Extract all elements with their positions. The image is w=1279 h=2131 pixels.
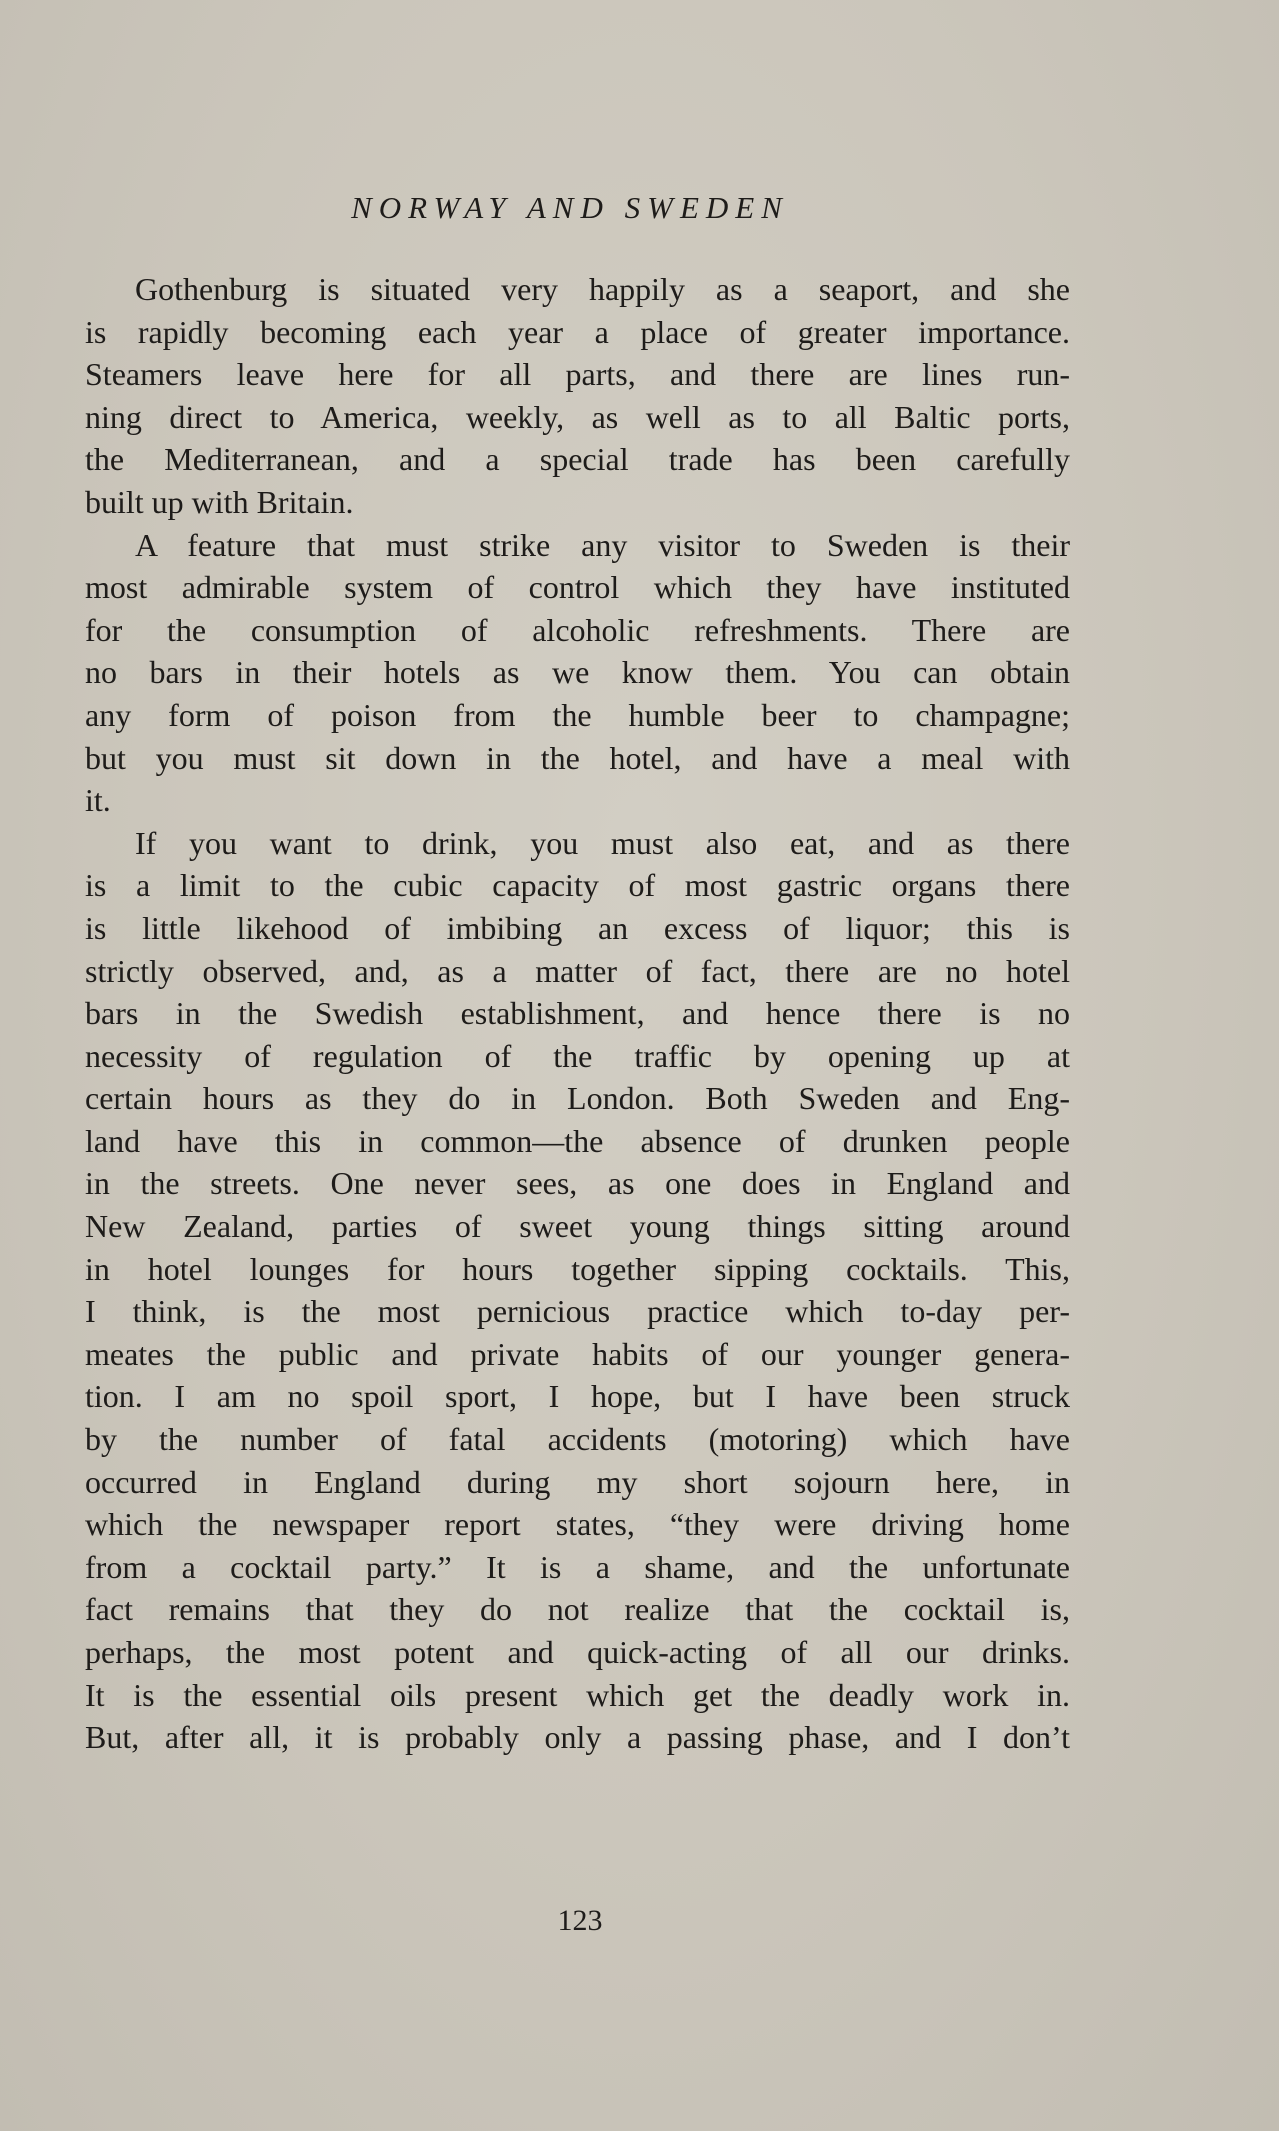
page-number: 123	[557, 1904, 603, 1937]
text-line: But, after all, it is probably only a passing phase, and I don’t	[85, 1719, 1070, 1756]
text-line: If you want to drink, you must also eat, and as there	[135, 824, 1070, 861]
text-line: New Zealand, parties of sweet young things sitting around	[85, 1208, 1070, 1245]
text-line: bars in the Swedish establishment, and hence there is no	[85, 995, 1070, 1032]
text-line: is rapidly becoming each year a place of greater importance.	[85, 313, 1070, 350]
text-line: by the number of fatal accidents (motoring) which have	[85, 1421, 1070, 1458]
running-head: NORWAY AND SWEDEN	[351, 190, 789, 225]
paragraph	[85, 822, 1070, 1759]
text-line: ning direct to America, weekly, as well as to all Baltic ports,	[85, 398, 1070, 435]
body-text	[85, 268, 1070, 1759]
text-line: fact remains that they do not realize that the cocktail is,	[85, 1591, 1070, 1628]
text-line: but you must sit down in the hotel, and have a meal with	[85, 739, 1070, 776]
text-line: from a cocktail party.” It is a shame, and the unfortunate	[85, 1548, 1070, 1585]
text-line: any form of poison from the humble beer to champagne;	[85, 696, 1070, 733]
text-line: necessity of regulation of the traffic by opening up at	[85, 1037, 1070, 1074]
text-line: tion. I am no spoil sport, I hope, but I have been struck	[85, 1378, 1070, 1415]
text-line: meates the public and private habits of our younger genera-	[85, 1335, 1070, 1372]
text-line: most admirable system of control which they have instituted	[85, 569, 1070, 606]
text-line: occurred in England during my short sojourn here, in	[85, 1463, 1070, 1500]
paragraph	[85, 268, 1070, 524]
text-line: is a limit to the cubic capacity of most gastric organs there	[85, 867, 1070, 904]
text-line: I think, is the most pernicious practice which to-day per-	[85, 1293, 1070, 1330]
text-line: in the streets. One never sees, as one does in England and	[85, 1165, 1070, 1202]
text-line: certain hours as they do in London. Both Sweden and Eng-	[85, 1080, 1070, 1117]
text-line: It is the essential oils present which get the deadly work in.	[85, 1676, 1070, 1713]
text-line: in hotel lounges for hours together sipping cocktails. This,	[85, 1250, 1070, 1287]
text-line: A feature that must strike any visitor to Sweden is their	[135, 526, 1070, 563]
text-line: for the consumption of alcoholic refreshments. There are	[85, 611, 1070, 648]
text-line: the Mediterranean, and a special trade has been carefully	[85, 441, 1070, 478]
text-line: perhaps, the most potent and quick-acting of all our drinks.	[85, 1634, 1070, 1670]
text-line: Steamers leave here for all parts, and there are lines run-	[85, 356, 1070, 393]
paragraph	[85, 524, 1070, 822]
text-line: no bars in their hotels as we know them. You can obtain	[85, 654, 1070, 691]
text-line: land have this in common—the absence of drunken people	[85, 1122, 1070, 1159]
text-line: strictly observed, and, as a matter of fact, there are no hotel	[85, 952, 1070, 989]
text-line: which the newspaper report states, “they were driving home	[85, 1506, 1070, 1543]
text-line: Gothenburg is situated very happily as a seaport, and she	[135, 271, 1070, 307]
text-line: built up with Britain.	[85, 483, 354, 520]
text-line: is little likehood of imbibing an excess of liquor; this is	[85, 909, 1070, 946]
text-line: it.	[85, 782, 111, 819]
